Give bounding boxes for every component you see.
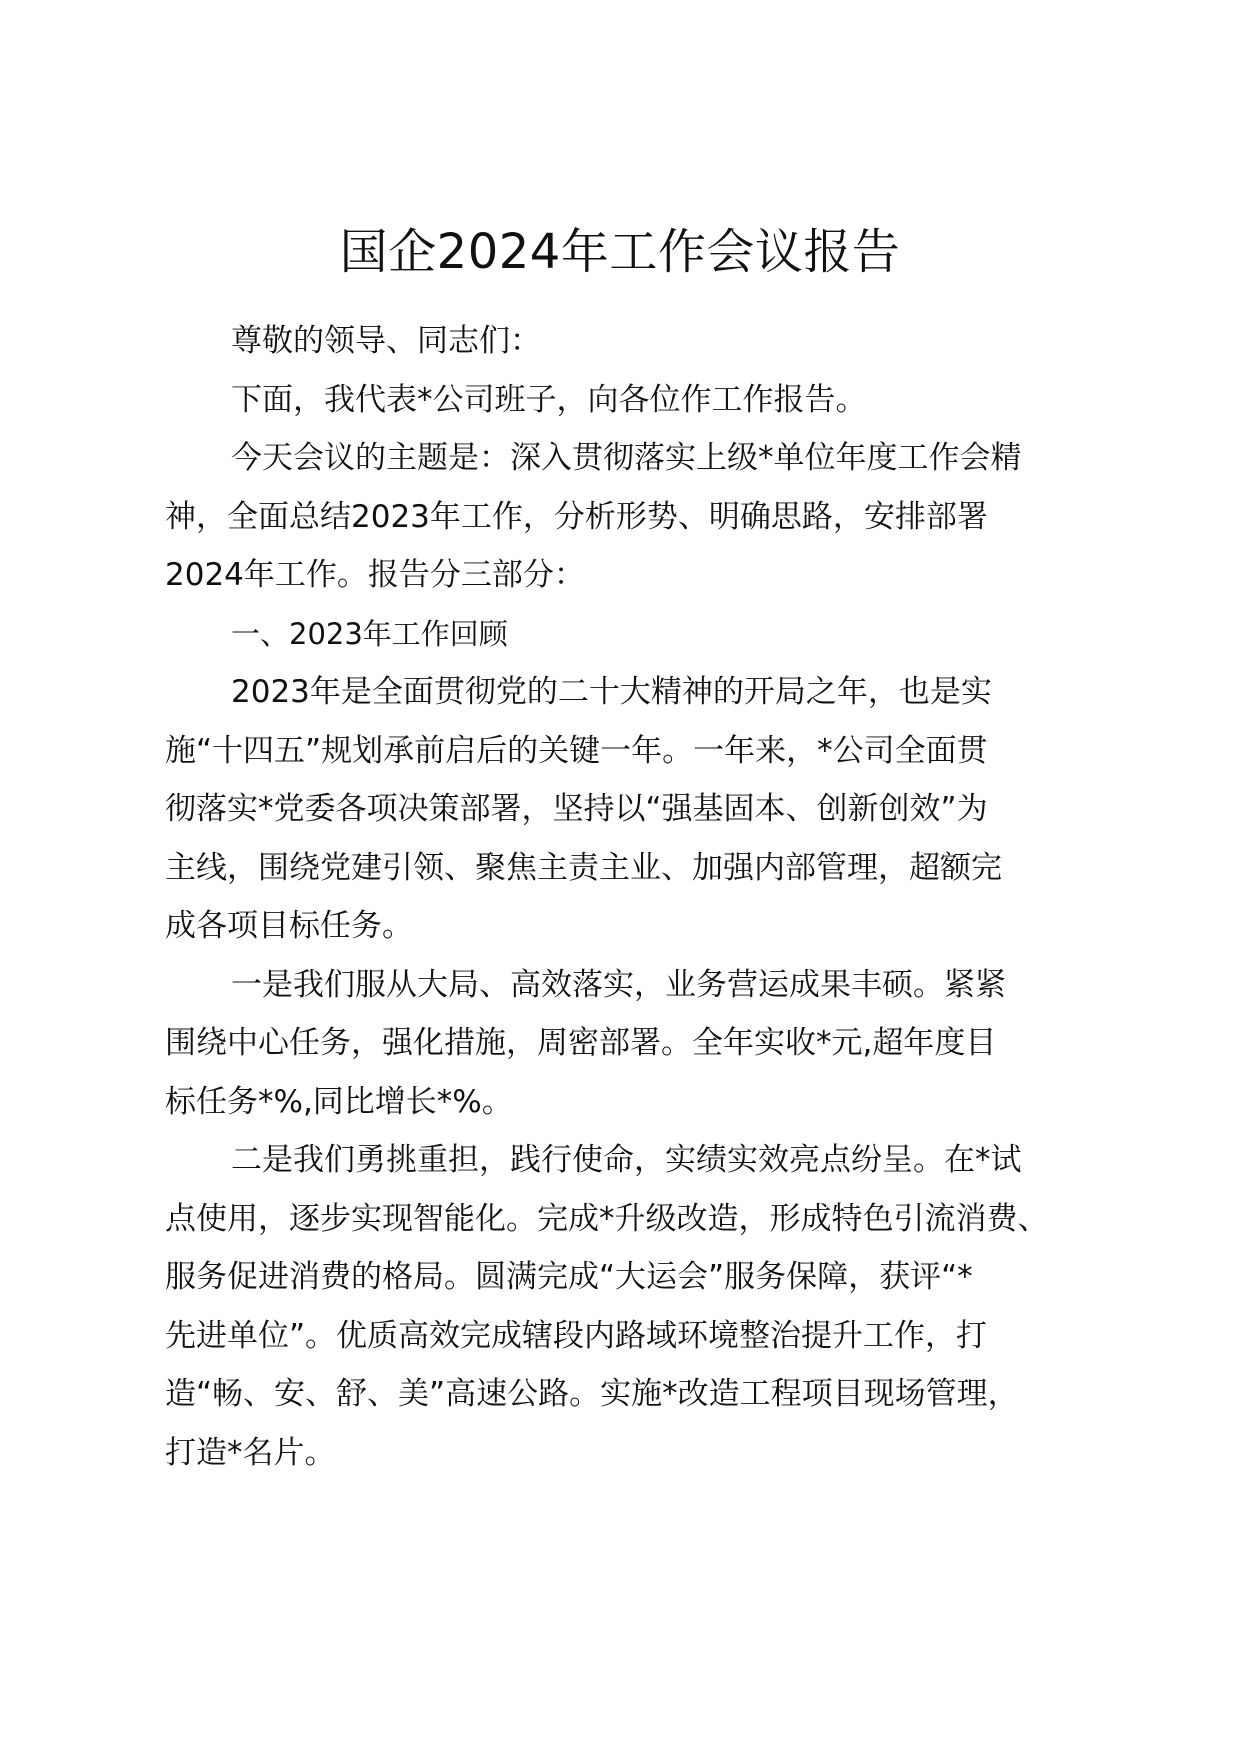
text-line: 二是我们勇挑重担，践行使命，实绩实效亮点纷呈。在*试 [231, 1142, 1022, 1178]
document-title: 国企2024年工作会议报告 [339, 224, 901, 280]
text-line: 2024年工作。报告分三部分： [165, 557, 585, 593]
text-line: 一是我们服从大局、高效落实，业务营运成果丰硕。紧紧 [231, 966, 1006, 1003]
text-line: 标任务*%,同比增长*%。 [165, 1083, 513, 1120]
section-heading-1 [165, 605, 1125, 664]
text-line: 神，全面总结2023年工作，分析形势、明确思路，安排部署 [165, 498, 988, 535]
review-paragraph [165, 663, 1125, 956]
intro-paragraph [165, 371, 1125, 430]
text-line: 今天会议的主题是：深入贯彻落实上级*单位年度工作会精 [231, 440, 1022, 476]
point-one-paragraph [165, 956, 1125, 1132]
text-line: 服务促进消费的格局。圆满完成“大运会”服务保障，获评“* [165, 1259, 973, 1295]
text-line: 打造*名片。 [165, 1434, 336, 1471]
text-line: 点使用，逐步实现智能化。完成*升级改造，形成特色引流消费、 [165, 1200, 1049, 1237]
point-two-paragraph [165, 1131, 1125, 1482]
theme-paragraph [165, 429, 1125, 605]
text-line: 先进单位”。优质高效完成辖段内路域环境整治提升工作，打 [165, 1317, 988, 1354]
text-line: 造“畅、安、舒、美”高速公路。实施*改造工程项目现场管理， [165, 1376, 1019, 1412]
text-line: 围绕中心任务，强化措施，周密部署。全年实收*元,超年度目 [165, 1025, 997, 1061]
document-body [165, 312, 1125, 1482]
text-line: 彻落实*党委各项决策部署，坚持以“强基固本、创新创效”为 [165, 791, 988, 827]
text-line: 2023年是全面贯彻党的二十大精神的开局之年，也是实 [231, 674, 992, 710]
section-heading-text: 一、2023年工作回顾 [231, 616, 508, 651]
text-line: 尊敬的领导、同志们： [231, 323, 541, 359]
salutation [165, 312, 1125, 371]
text-line: 主线，围绕党建引领、聚焦主责主业、加强内部管理，超额完 [165, 849, 1002, 886]
text-line: 施“十四五”规划承前启后的关键一年。一年来，*公司全面贯 [165, 732, 988, 769]
text-line: 成各项目标任务。 [165, 908, 413, 944]
text-line: 下面，我代表*公司班子，向各位作工作报告。 [231, 381, 867, 418]
